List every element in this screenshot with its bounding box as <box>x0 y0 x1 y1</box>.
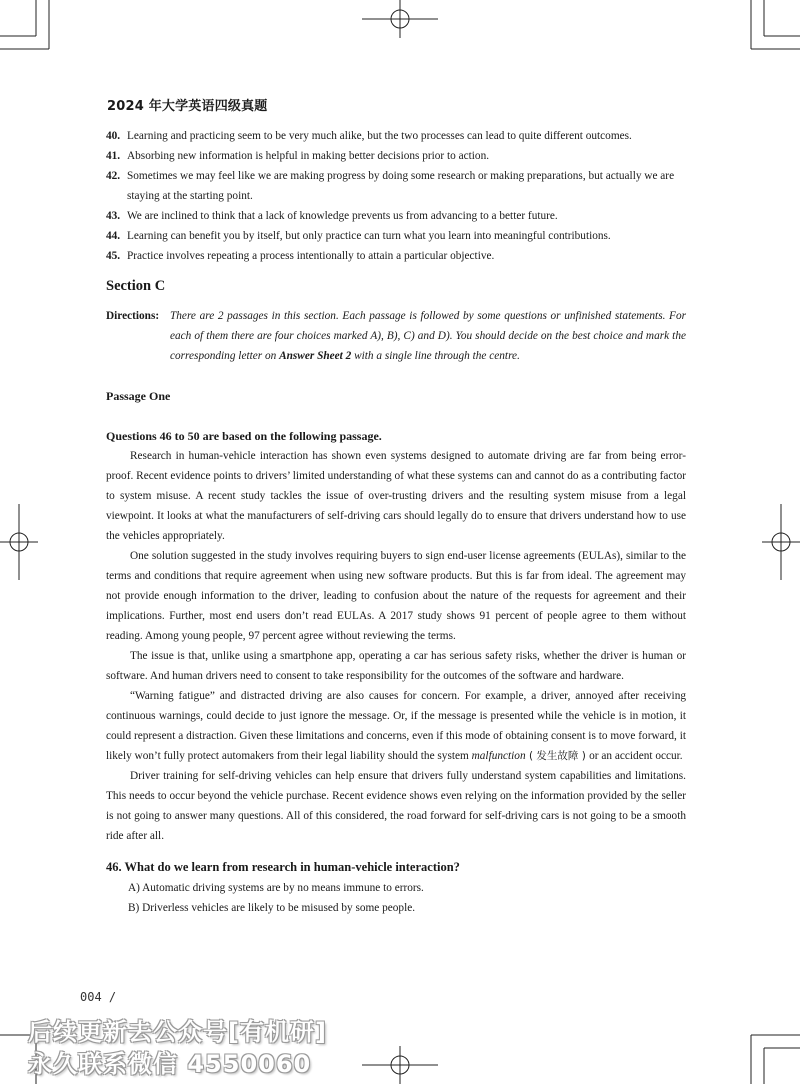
directions <box>106 306 686 366</box>
statement-item <box>106 206 686 226</box>
statement-text: Sometimes we may feel like we are making progress by doing some research or making preparations, but actually we are staying at the starting point. <box>127 170 675 202</box>
passage-paragraph: Driver training for self-driving vehicles can help ensure that drivers fully understand system capabilities and limitations. This needs to occur beyond the vehicle purchase. Recent evidence shows even relying on the information provided by the seller is not going to answer many questions. All of this considered, the road forward for self-driving cars is not going to be a smooth ride after all. <box>106 770 686 842</box>
passage-paragraph <box>106 686 686 766</box>
paragraph-text: or an accident occur. <box>589 750 683 762</box>
statement-text: Learning and practicing seem to be very much alike, but the two processes can lead to quite different outcomes. <box>127 130 632 142</box>
statement-number: 40. <box>106 130 121 142</box>
statement-item <box>106 166 686 206</box>
passage-paragraph: Research in human-vehicle interaction has shown even systems designed to automate driving are far from being error-proof. Recent evidence points to drivers’ limited understanding of what these systems can and cannot do as a contributing factor to system misuse. A recent study tackles the issue of over-trusting drivers and the resulting system misuse from a legal viewpoint. It looks at what the manufacturers of self-driving cars should legally do to ensure that drivers understand how to use the vehicles appropriately. <box>106 450 686 542</box>
chinese-gloss: ( 发生故障 ) <box>525 750 590 762</box>
paragraph-text: “Warning fatigue” and distracted driving are also causes for concern. For example, a driver, annoyed after receiving continuous warnings, could decide to just ignore the message. Or, if the message is presented while the vehicle is in motion, it could represent a distraction. Given these limitations and concerns, even if this mode of obtaining consent is to move forward, it likely won’t fully protect automakers from their legal liability should the system <box>106 690 686 762</box>
page-header-title: 2024 年大学英语四级真题 <box>107 99 268 114</box>
passage-body <box>106 446 686 846</box>
statement-list <box>106 126 686 266</box>
statement-number: 44. <box>106 230 121 242</box>
directions-text <box>170 310 686 362</box>
watermark-line: 后续更新去公众号[有机研] <box>28 1018 327 1046</box>
statement-text: Absorbing new information is helpful in making better decisions prior to action. <box>127 150 490 162</box>
answer-option: A) Automatic driving systems are by no means immune to errors. <box>128 882 424 894</box>
statement-item <box>106 126 686 146</box>
passage-paragraph: The issue is that, unlike using a smartphone app, operating a car has serious safety risks, whether the driver is human or software. And human drivers need to consent to take responsibility for the outcomes of the software and hardware. <box>106 650 686 682</box>
questions-range-title: Questions 46 to 50 are based on the following passage. <box>106 429 382 443</box>
statement-number: 42. <box>106 170 121 182</box>
statement-number: 45. <box>106 250 121 262</box>
statement-item <box>106 226 686 246</box>
directions-label: Directions: <box>106 310 160 322</box>
statement-text: Learning can benefit you by itself, but only practice can turn what you learn into meaningful contributions. <box>127 230 611 242</box>
statement-item <box>106 146 686 166</box>
page-number: 004 / <box>80 990 117 1004</box>
answer-sheet-ref: Answer Sheet 2 <box>279 350 352 362</box>
passage-paragraph: One solution suggested in the study involves requiring buyers to sign end-user license agreements (EULAs), similar to the terms and conditions that require agreement when using new software products. But this is far from ideal. The agreement may not provide enough information to the driver, leading to confusion about the nature of the requests for agreement and their implications. Further, most end users don’t read EULAs. A 2017 study shows 91 percent of people agree to them without reading. Among young people, 97 percent agree without reviewing the terms. <box>106 550 686 642</box>
statement-number: 41. <box>106 150 121 162</box>
page-content <box>106 126 686 918</box>
watermark-line: 永久联系微信 4550060 <box>28 1050 312 1078</box>
passage-title: Passage One <box>106 389 171 403</box>
statement-number: 43. <box>106 210 121 222</box>
section-c-title: Section C <box>106 278 166 294</box>
answer-option: B) Driverless vehicles are likely to be misused by some people. <box>128 902 416 914</box>
glossed-term: malfunction <box>471 750 526 762</box>
statement-text: We are inclined to think that a lack of knowledge prevents us from advancing to a better future. <box>127 210 558 222</box>
question-46-title: 46. What do we learn from research in human-vehicle interaction? <box>106 860 460 874</box>
statement-text: Practice involves repeating a process intentionally to attain a particular objective. <box>127 250 495 262</box>
directions-text-part1: There are 2 passages in this section. Each passage is followed by some questions or unfinished statements. For each of them there are four choices marked A), B), C) and D). You should decide on the best choice and mark the corresponding letter on <box>170 310 686 362</box>
directions-text-part2: with a single line through the centre. <box>351 350 520 362</box>
statement-item <box>106 246 686 266</box>
